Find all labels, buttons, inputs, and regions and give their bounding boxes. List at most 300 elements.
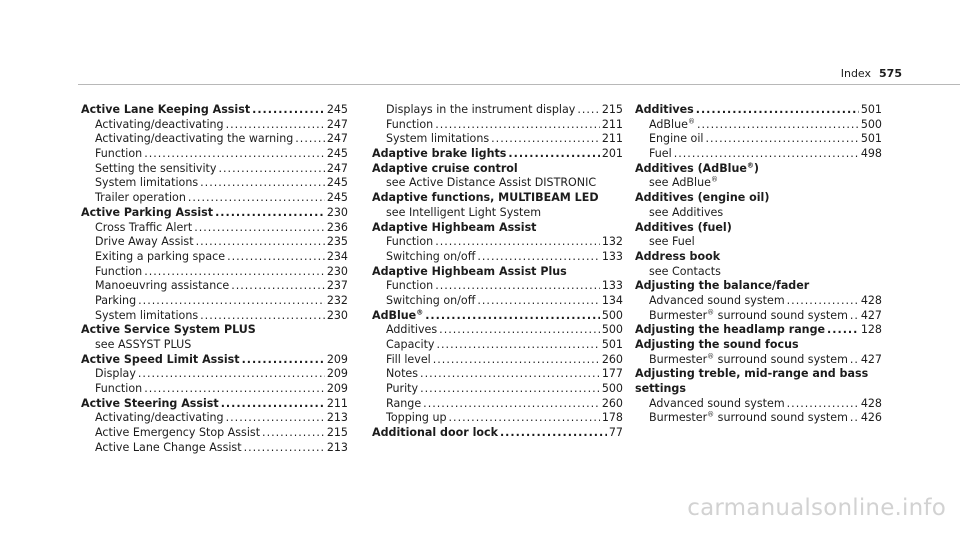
entry-text [95,147,142,162]
index-subentry [81,367,348,382]
index-subentry [635,118,882,133]
index-subentry [635,206,882,221]
entry-text [372,221,536,236]
entry-label: Adaptive brake lights [372,147,507,161]
entry-label: Parking [95,293,137,307]
entry-label: AdBlue [649,117,688,131]
index-subentry [635,265,882,280]
index-entry [635,367,882,382]
entry-text [386,235,433,250]
entry-text [386,118,433,133]
page-reference-link[interactable]: 133 [601,279,623,293]
dot-leader [423,397,600,412]
entry-text [649,411,848,426]
index-subentry [81,118,348,133]
entry-label: Display [95,367,136,381]
dot-leader [244,441,325,456]
index-subentry [372,279,623,294]
entry-label: Adjusting the balance/fader [635,279,810,293]
entry-text [649,265,721,280]
index-subentry [635,397,882,412]
entry-label: Adaptive Highbeam Assist Plus [372,264,567,278]
entry-label: Function [95,147,143,161]
index-entry [635,191,882,206]
entry-label: Active Lane Keeping Assist [81,103,251,116]
entry-label: see Additives [649,205,724,219]
entry-label: Advanced sound system [649,396,785,410]
index-entry [372,426,623,441]
entry-label: Function [386,117,434,131]
entry-text [95,294,136,309]
entry-text [649,147,672,162]
entry-text [635,338,799,353]
entry-label: Exiting a parking space [95,249,226,263]
index-subentry [635,309,882,324]
dot-leader [227,250,325,265]
page-reference-link[interactable]: 428 [860,396,882,410]
entry-label: Active Steering Assist [81,396,219,410]
dot-leader [144,265,325,280]
page-reference-link[interactable]: 215 [326,426,348,440]
entry-label: Adjusting the headlamp range [635,323,826,337]
dot-leader [577,103,599,118]
dot-leader [200,309,325,324]
entry-text [649,309,848,324]
entry-text [649,294,785,309]
entry-text [95,338,191,353]
header-rule [78,84,960,85]
dot-leader [194,221,325,236]
index-subentry [372,323,623,338]
page-reference-link[interactable]: 245 [326,191,348,205]
index-subentry [372,338,623,353]
entry-label: Adjusting treble, mid-range and bass [635,367,869,381]
entry-text [95,382,142,397]
page-reference-link[interactable]: 427 [860,308,882,322]
index-subentry [372,397,623,412]
entry-label: Displays in the instrument display [386,103,576,116]
page-reference-link[interactable]: 247 [326,132,348,146]
index-entry [635,221,882,236]
entry-text [95,367,136,382]
entry-text [386,353,431,368]
entry-text [95,118,224,133]
page-reference-link[interactable]: 134 [601,293,623,307]
entry-label: Adaptive Highbeam Assist [372,220,537,234]
entry-text [372,191,599,206]
entry-label: Active Parking Assist [81,205,214,219]
entry-label: Function [95,382,143,396]
entry-label: Capacity [386,338,435,351]
entry-text [81,353,240,368]
entry-label: Switching on/off [386,249,476,263]
entry-label: Burmester [649,352,708,366]
index-subentry [81,265,348,280]
dot-leader [500,426,607,441]
index-subentry [81,235,348,250]
entry-label-suffix: ) [753,161,759,175]
page-reference-link[interactable]: 213 [326,411,348,425]
entry-text [635,221,732,236]
page-reference-link[interactable]: 500 [601,308,623,322]
entry-text [649,353,848,368]
entry-label: see ASSYST PLUS [95,338,192,351]
entry-text [95,132,293,147]
header-title: Index [840,67,872,80]
entry-label: Active Service System PLUS [81,323,256,337]
entry-label: Activating/deactivating the warning [95,132,294,146]
entry-text [95,441,242,456]
entry-label: see Intelligent Light System [386,205,542,219]
entry-label: Adaptive functions, MULTIBEAM LED [372,191,599,205]
dot-leader [787,397,859,412]
entry-label: Topping up [386,411,447,425]
page-header [841,67,902,80]
entry-text [81,103,250,118]
page-reference-link[interactable]: 501 [601,338,623,351]
entry-text [386,279,433,294]
page-reference-link[interactable]: 427 [860,352,882,366]
entry-label: Active Speed Limit Assist [81,352,240,366]
index-entry [81,397,348,412]
index-entry [372,162,623,177]
entry-label: Additives (fuel) [635,220,732,234]
page-reference-link[interactable]: 232 [326,293,348,307]
dot-leader [218,162,324,177]
registered-mark: ® [746,161,754,170]
entry-label: Drive Away Assist [95,235,194,249]
dot-leader [420,367,600,382]
watermark: carmanualsonline.info [687,495,946,521]
entry-text [649,132,704,147]
page-reference-link[interactable]: 498 [860,147,882,161]
entry-text [386,132,489,147]
index-subentry [635,235,882,250]
entry-label: Additional door lock [372,426,498,440]
entry-text [372,162,518,177]
index-entry [81,323,348,338]
entry-label: Burmester [649,411,708,425]
dot-leader [215,206,325,221]
index-subentry [81,426,348,441]
dot-leader [850,411,859,426]
entry-label: Activating/deactivating [95,117,224,131]
page-reference-link[interactable]: 245 [326,176,348,190]
dot-leader [262,426,325,441]
entry-label: see Fuel [649,235,695,249]
entry-text [95,279,229,294]
index-entry [372,147,623,162]
entry-text [386,397,421,412]
dot-leader [196,235,325,250]
entry-label: Engine oil [649,132,704,146]
entry-label: Additives (engine oil) [635,191,770,205]
page-reference-link[interactable]: 247 [326,161,348,175]
entry-label: Function [386,279,434,293]
entry-label: settings [635,382,686,396]
page-reference-link[interactable]: 128 [860,323,882,337]
page-reference-link[interactable]: 211 [326,396,348,410]
dot-leader [477,294,599,309]
entry-text [635,279,809,294]
entry-text [635,191,769,206]
registered-mark: ® [707,352,715,360]
dot-leader [435,118,600,133]
dot-leader [508,147,599,162]
entry-label: Additives [635,103,694,116]
index-subentry [372,176,623,191]
entry-text [649,176,718,191]
entry-text [635,323,825,338]
entry-label: Burmester [649,308,708,322]
entry-label: Function [95,264,143,278]
index-subentry [372,367,623,382]
dot-leader [439,323,600,338]
index-entry [635,323,882,338]
entry-text [95,191,186,206]
dot-leader [144,147,325,162]
entry-text [649,235,695,250]
entry-label: see AdBlue [649,176,711,190]
page-reference-link[interactable]: 201 [601,147,623,161]
index-subentry [81,382,348,397]
page-reference-link[interactable]: 230 [326,205,348,219]
entry-text [95,235,194,250]
entry-label: see Active Distance Assist DISTRONIC [386,176,597,190]
entry-text [95,176,198,191]
dot-leader [674,147,859,162]
index-subentry [372,250,623,265]
entry-text [81,323,256,338]
entry-text [386,411,447,426]
index-entry [635,279,882,294]
page-reference-link[interactable]: 230 [326,308,348,322]
index-subentry [635,132,882,147]
page-reference-link[interactable]: 426 [860,411,882,425]
entry-label-suffix: surround sound system [714,411,848,425]
index-subentry [372,103,623,118]
index-subentry [372,235,623,250]
page-reference-link[interactable]: 501 [860,132,882,146]
index-column-2 [372,103,623,441]
dot-leader [827,323,859,338]
entry-label: Active Lane Change Assist [95,440,242,454]
page-reference-link[interactable]: 215 [601,103,623,116]
entry-label: Notes [386,367,419,381]
page-reference-link[interactable]: 260 [601,396,623,410]
entry-text [81,206,213,221]
page-reference-link[interactable]: 230 [326,264,348,278]
page-reference-link[interactable]: 237 [326,279,348,293]
dot-leader [449,411,600,426]
dot-leader [477,250,599,265]
index-subentry [81,309,348,324]
entry-label: System limitations [386,132,490,146]
index-entry [635,103,882,118]
page-reference-link[interactable]: 236 [326,220,348,234]
dot-leader [138,294,325,309]
dot-leader [138,367,325,382]
header-page-number: 575 [879,67,902,80]
index-subentry [372,118,623,133]
entry-label: AdBlue [372,308,417,322]
dot-leader [242,353,325,368]
entry-label: Adaptive cruise control [372,161,518,175]
entry-text [95,426,260,441]
dot-leader [221,397,325,412]
index-entry [372,265,623,280]
page-reference-link[interactable]: 245 [326,147,348,161]
page-reference-link[interactable]: 133 [601,249,623,263]
page-reference-link[interactable]: 501 [860,103,882,116]
page-reference-link[interactable]: 77 [608,426,623,440]
entry-text [635,162,759,177]
entry-label: Activating/deactivating [95,411,224,425]
index-subentry [81,132,348,147]
dot-leader [188,191,325,206]
index-column-3 [635,103,882,426]
index-entry [81,103,348,118]
page-reference-link[interactable]: 500 [601,323,623,337]
dot-leader [850,309,859,324]
index-subentry [81,221,348,236]
index-entry [372,309,623,324]
entry-text [372,265,567,280]
page-reference-link[interactable]: 209 [326,367,348,381]
entry-label: System limitations [95,176,199,190]
page-reference-link[interactable]: 235 [326,235,348,249]
entry-label-suffix: surround sound system [714,308,848,322]
dot-leader [144,382,325,397]
entry-text [386,206,541,221]
entry-text [386,338,434,353]
entry-text [372,426,498,441]
page-reference-link[interactable]: 245 [326,103,348,116]
index-subentry [372,132,623,147]
entry-label: Manoeuvring assistance [95,279,230,293]
index-subentry [81,338,348,353]
dot-leader [491,132,600,147]
page-reference-link[interactable]: 209 [326,352,348,366]
registered-mark: ® [707,307,715,316]
index-entry [372,191,623,206]
entry-label: Trailer operation [95,191,186,205]
entry-text [95,162,216,177]
entry-label: System limitations [95,308,199,322]
page-reference-link[interactable]: 209 [326,382,348,396]
page-reference-link[interactable]: 178 [601,411,623,425]
dot-leader [433,353,600,368]
index-column-1 [81,103,348,456]
index-subentry [635,411,882,426]
entry-text [649,397,785,412]
index-entry [635,162,882,177]
index-entry [372,221,623,236]
entry-text [386,176,596,191]
entry-label-suffix: surround sound system [714,352,848,366]
registered-mark: ® [707,410,715,419]
dot-leader [200,176,325,191]
dot-leader [787,294,859,309]
dot-leader [697,118,859,133]
page-reference-link[interactable]: 177 [601,367,623,381]
dot-leader [850,353,859,368]
entry-label: Range [386,396,422,410]
page-reference-link[interactable]: 132 [601,235,623,249]
index-entry [81,206,348,221]
entry-text [386,250,475,265]
entry-label: see Contacts [649,264,721,278]
page-reference-link[interactable]: 213 [326,440,348,454]
page-reference-link[interactable]: 234 [326,249,348,263]
index-entry [635,338,882,353]
index-subentry [81,191,348,206]
dot-leader [226,411,325,426]
index-subentry [372,411,623,426]
entry-text [372,309,423,324]
page-reference-link[interactable]: 500 [601,382,623,396]
dot-leader [436,338,599,353]
index-subentry [372,294,623,309]
entry-text [95,411,224,426]
page-reference-link[interactable]: 211 [601,117,623,131]
dot-leader [435,235,600,250]
dot-leader [226,118,325,133]
entry-text [649,206,723,221]
entry-text [635,367,868,382]
entry-text [95,309,198,324]
entry-text [95,250,225,265]
entry-text [386,323,437,338]
entry-text [635,103,694,118]
dot-leader [295,132,325,147]
index-subentry [372,382,623,397]
index-subentry [81,411,348,426]
index-subentry [81,279,348,294]
page-reference-link[interactable]: 247 [326,117,348,131]
index-subentry [81,162,348,177]
entry-label: Adjusting the sound focus [635,338,799,351]
index-subentry [81,147,348,162]
index-entry [635,250,882,265]
dot-leader [231,279,325,294]
index-subentry [635,294,882,309]
entry-text [386,382,418,397]
index-subentry [81,250,348,265]
page-reference-link[interactable]: 260 [601,352,623,366]
entry-text [81,397,219,412]
index-subentry [635,353,882,368]
entry-text [95,265,142,280]
page-reference-link[interactable]: 211 [601,132,623,146]
index-subentry [81,441,348,456]
registered-mark: ® [710,175,718,184]
entry-text [95,221,192,236]
entry-label: Additives [386,323,438,337]
index-subentry [81,294,348,309]
entry-label: Cross Traffic Alert [95,220,193,234]
dot-leader [706,132,859,147]
dot-leader [420,382,600,397]
entry-label: Fill level [386,352,431,366]
page-reference-link[interactable]: 428 [860,293,882,307]
entry-label: Active Emergency Stop Assist [95,426,261,440]
entry-label: Fuel [649,147,672,161]
dot-leader [425,309,600,324]
page-reference-link[interactable]: 500 [860,117,882,131]
entry-label: Advanced sound system [649,293,785,307]
entry-label: Setting the sensitivity [95,161,217,175]
